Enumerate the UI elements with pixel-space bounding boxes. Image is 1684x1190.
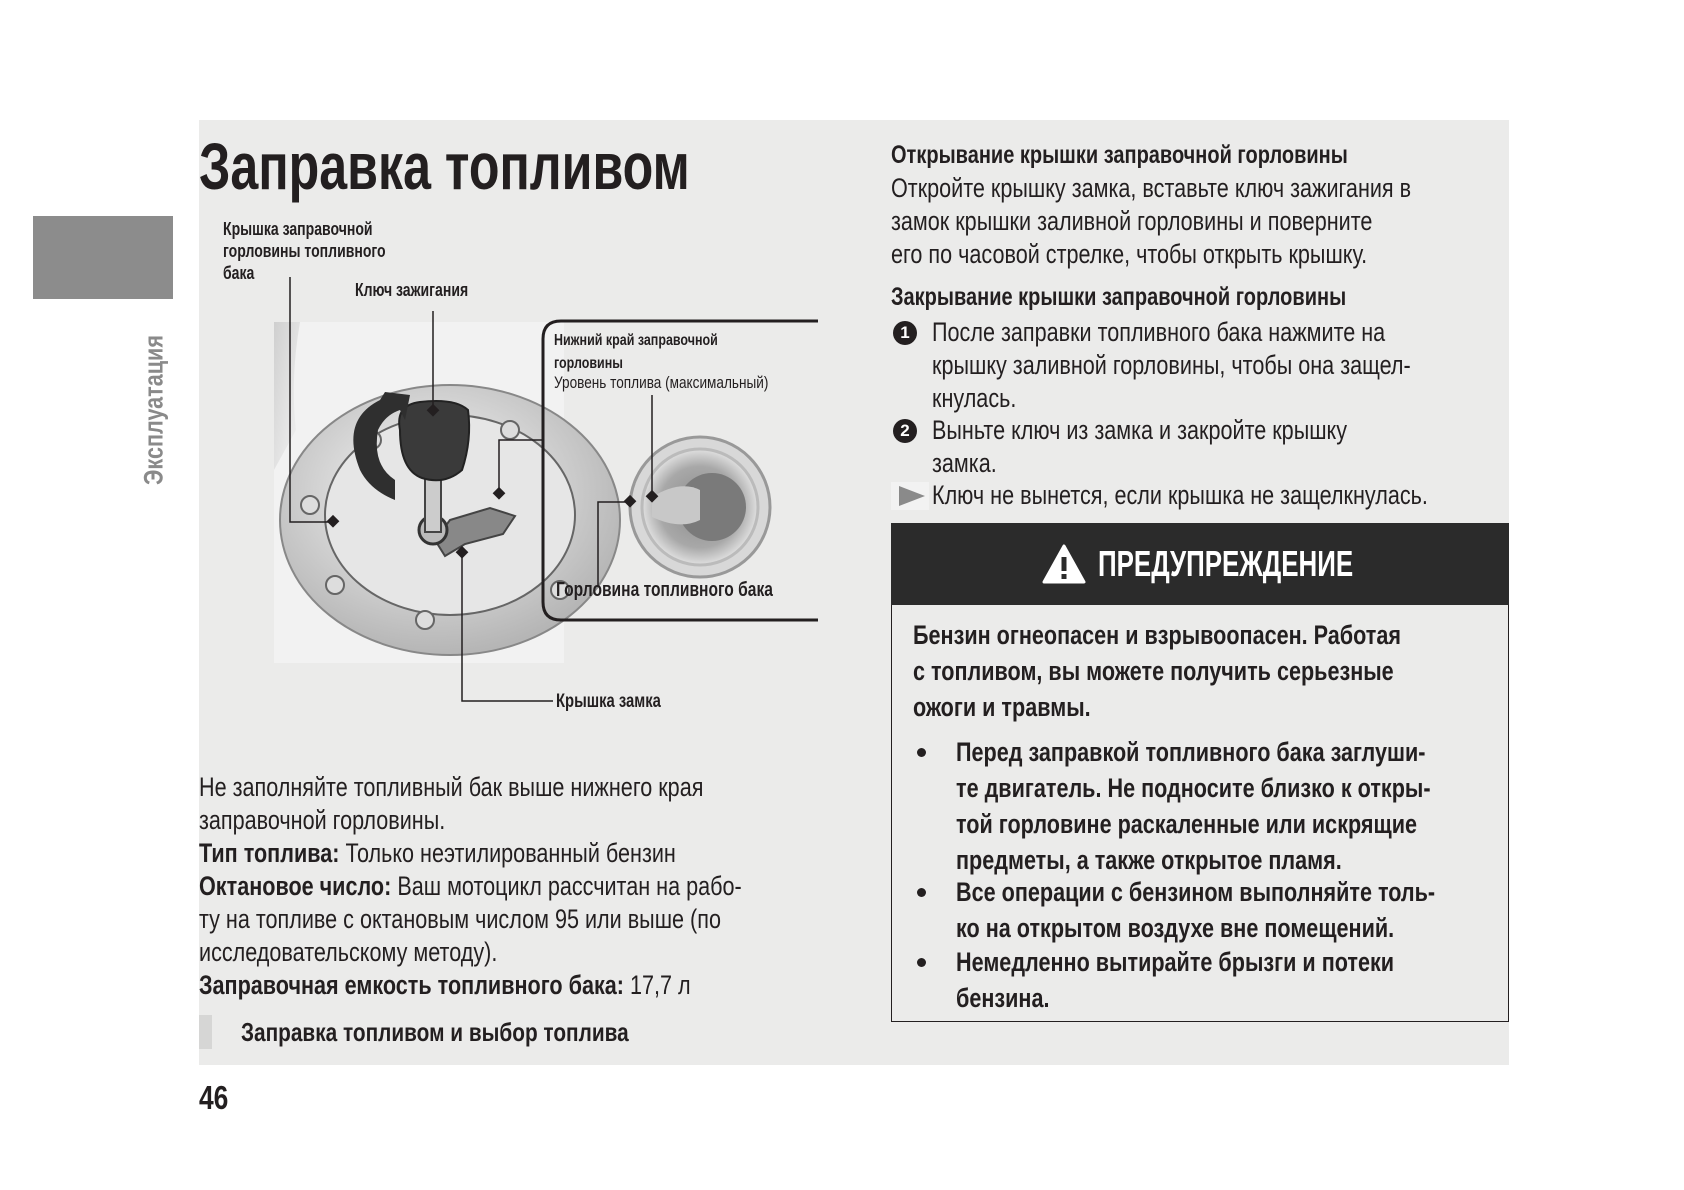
text-line: Не заполняйте топливный бак выше нижнего края (199, 772, 704, 802)
capacity-label: Заправочная емкость топливного бака: (199, 970, 624, 1000)
text-line: заправочной горловины. (199, 805, 446, 835)
label-line: горловины (554, 355, 623, 372)
label-text: Уровень топлива (максимальный) (554, 373, 769, 392)
bullet-icon (917, 958, 926, 967)
text-line: те двигатель. Не подносите близко к откры- (956, 773, 1431, 803)
bullet-icon (917, 888, 926, 897)
label-text: Крышка замка (556, 691, 661, 712)
warning-bullet-2 (956, 874, 1555, 946)
bullet-icon (917, 748, 926, 757)
label-filler-cap (223, 218, 432, 284)
label-filler-neck (556, 579, 834, 601)
fuel-spec-text (199, 771, 877, 1002)
step-2-number-icon: 2 (893, 419, 917, 443)
warning-title (1098, 543, 1452, 585)
warning-bullet-1 (956, 734, 1549, 878)
text-line: замка. (932, 448, 997, 478)
step-2-text (932, 414, 1451, 480)
label-line: бака (223, 263, 255, 283)
heading-text: Открывание крышки заправочной горловины (891, 141, 1348, 169)
text-line: той горловине раскаленные или искрящие (956, 809, 1418, 839)
text-line: предметы, а также открытое пламя. (956, 845, 1342, 875)
text-line: замок крышки заливной горловины и поверните (891, 206, 1373, 236)
text-line: Ключ не вынется, если крышка не защелкнулась. (932, 480, 1428, 510)
text-line: Бензин огнеопасен и взрывоопасен. Работая (913, 620, 1402, 650)
label-line: горловины топливного (223, 241, 386, 261)
text-line: Выньте ключ из замка и закройте крышку (932, 415, 1348, 445)
fuel-type-label: Тип топлива: (199, 838, 340, 868)
text-line: с топливом, вы можете получить серьезные (913, 656, 1394, 686)
text-line: крышку заливной горловины, чтобы она защел- (932, 350, 1411, 380)
label-lower-edge (554, 329, 764, 375)
text-line: ту на топливе с октановым числом 95 или выше (по (199, 904, 721, 934)
warning-triangle-icon (1042, 544, 1086, 584)
label-text: Ключ зажигания (355, 280, 469, 300)
step-1-text (932, 316, 1530, 415)
text-line: После заправки топливного бака нажмите на (932, 317, 1386, 347)
reference-text[interactable]: Заправка топливом и выбор топлива (241, 1017, 629, 1047)
text-line: ожоги и травмы. (913, 692, 1091, 722)
warning-body (891, 605, 1509, 1022)
warning-bullet-3 (956, 944, 1504, 1016)
warning-intro (913, 617, 1523, 725)
text-line: бензина. (956, 983, 1050, 1013)
step-1-number-icon: 1 (893, 321, 917, 345)
capacity-value: 17,7 л (624, 970, 691, 1000)
octane-label: Октановое число: (199, 871, 392, 901)
heading-text: Закрывание крышки заправочной горловины (891, 283, 1347, 311)
label-lock-cover (556, 691, 691, 713)
text-line: ко на открытом воздухе вне помещений. (956, 913, 1395, 943)
text-line: Перед заправкой топливного бака заглуши- (956, 737, 1426, 767)
text-line: исследовательскому методу). (199, 937, 498, 967)
label-ignition-key (355, 279, 500, 301)
open-heading (891, 141, 1462, 170)
label-line: Крышка заправочной (223, 219, 373, 239)
text-line: Все операции с бензином выполняйте толь- (956, 877, 1436, 907)
note-arrow-icon (891, 482, 929, 510)
text-line: Откройте крышку замка, вставьте ключ зажигания в (891, 173, 1412, 203)
note-text (932, 479, 1552, 512)
text-line: его по часовой стрелке, чтобы открыть крышку. (891, 239, 1368, 269)
open-instructions (891, 172, 1541, 271)
warning-header (891, 523, 1509, 605)
page-number (199, 1079, 236, 1117)
warning-title-text: ПРЕДУПРЕЖДЕНИЕ (1098, 543, 1354, 584)
label-fuel-level (554, 373, 822, 393)
label-text: Горловина топливного бака (556, 579, 773, 601)
octane-value: Ваш мотоцикл рассчитан на рабо- (391, 871, 742, 901)
close-heading (891, 283, 1460, 312)
fuel-type-value: Только неэтилированный бензин (339, 838, 676, 868)
page-title-text: Заправка топливом (199, 129, 690, 203)
label-line: Нижний край заправочной (554, 332, 718, 349)
reference-link[interactable] (241, 1017, 726, 1048)
reference-marker (199, 1015, 212, 1049)
text-line: Немедленно вытирайте брызги и потеки (956, 947, 1395, 977)
page-number-text: 46 (199, 1079, 229, 1116)
text-line: кнулась. (932, 383, 1017, 413)
section-tab-text: Эксплуатация (138, 335, 169, 485)
